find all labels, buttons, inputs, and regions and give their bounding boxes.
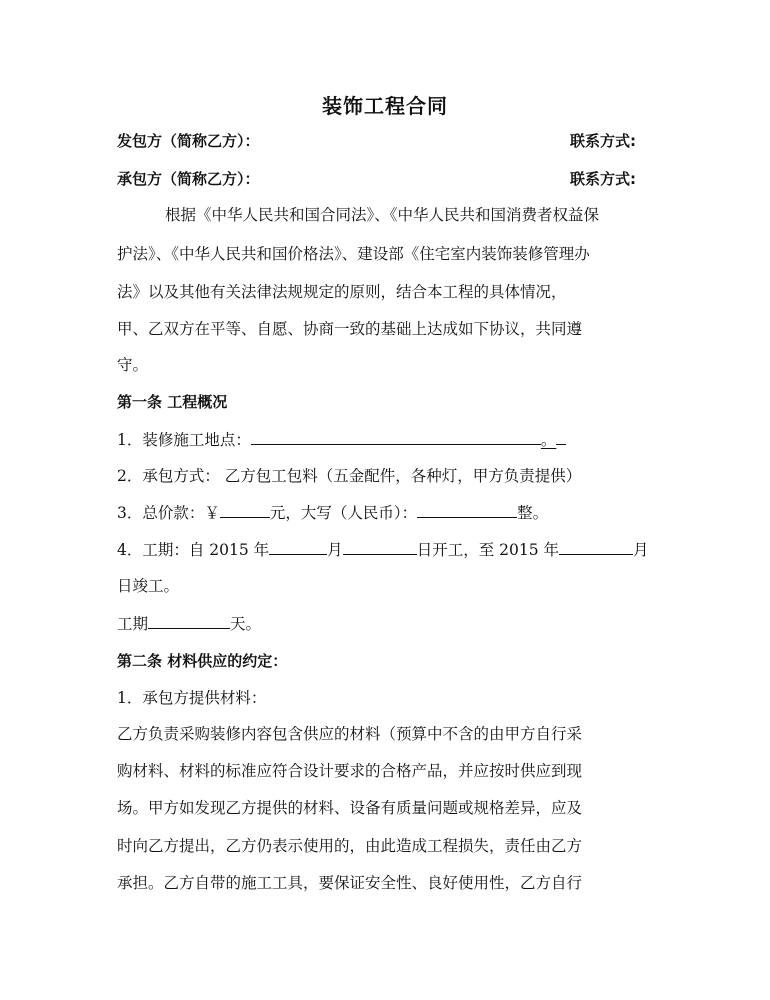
site-address-blank-tail <box>556 428 566 445</box>
start-month-blank <box>269 538 327 555</box>
intro-line-3: 法》以及其他有关法律法规规定的原则，结合本工程的具体情况， <box>117 283 567 301</box>
article-1-item-4-cont: 日竣工。 <box>117 577 180 595</box>
work-period-unit: 天。 <box>230 615 262 633</box>
party-a-label: 发包方（简称乙方）： <box>117 132 260 150</box>
price-end-label: 整。 <box>517 504 549 522</box>
article-1-item-4 <box>117 538 649 561</box>
period-end-label: 日开工，至 2015 年 <box>416 541 559 559</box>
period-start-label: 4．工期：自 2015 年 <box>117 541 270 559</box>
intro-line-4: 甲、乙双方在平等、自愿、协商一致的基础上达成如下协议，共同遵 <box>117 320 583 338</box>
work-period-line <box>117 612 261 635</box>
month-label: 月 <box>327 541 343 559</box>
work-period-label: 工期 <box>117 615 149 633</box>
article-2-body-5: 承担。乙方自带的施工工具，要保证安全性、良好使用性，乙方自行 <box>117 874 583 892</box>
article-1-item-1 <box>117 428 566 451</box>
start-day-blank <box>343 538 417 555</box>
article-2-item-1: 1．承包方提供材料： <box>117 689 267 707</box>
site-address-blank <box>251 428 541 445</box>
article-1-heading: 第一条 工程概况 <box>117 393 228 411</box>
price-upper-label: 元，大写（人民币）： <box>269 504 418 522</box>
party-a-line <box>117 130 636 152</box>
price-amount-blank <box>220 501 270 518</box>
total-price-label: 3．总价款：￥ <box>117 504 220 522</box>
party-b-line <box>117 168 636 190</box>
article-2-body-1: 乙方负责采购装修内容包含供应的材料（预算中不含的由甲方自行采 <box>117 725 583 743</box>
site-address-label: 1．装修施工地点： <box>117 431 251 449</box>
party-b-contact-label: 联系方式: <box>570 170 636 188</box>
price-upper-blank <box>417 501 517 518</box>
contract-title: 装饰工程合同 <box>322 94 448 118</box>
article-2-body-3: 场。甲方如发现乙方提供的材料、设备有质量问题或规格差异，应及 <box>117 799 583 817</box>
site-address-end: 。 <box>540 431 557 449</box>
article-2-body-4: 时向乙方提出，乙方仍表示使用的，由此造成工程损失，责任由乙方 <box>117 837 583 855</box>
article-1-item-2: 2．承包方式： 乙方包工包料（五金配件，各种灯，甲方负责提供） <box>117 467 582 485</box>
article-2-body-2: 购材料、材料的标准应符合设计要求的合格产品，并应按时供应到现 <box>117 762 583 780</box>
intro-line-2: 护法》、《中华人民共和国价格法》、建设部《住宅室内装饰装修管理办 <box>117 245 590 263</box>
article-1-item-3 <box>117 501 548 524</box>
intro-line-1: 根据《中华人民共和国合同法》、《中华人民共和国消费者权益保 <box>165 206 600 224</box>
article-2-heading: 第二条 材料供应的约定： <box>117 652 288 670</box>
party-a-contact-label: 联系方式: <box>570 132 636 150</box>
end-month-label: 月 <box>633 541 649 559</box>
intro-line-5: 守。 <box>117 356 149 374</box>
end-month-blank <box>559 538 633 555</box>
party-b-label: 承包方（简称乙方）： <box>117 170 260 188</box>
work-period-blank <box>148 612 230 629</box>
